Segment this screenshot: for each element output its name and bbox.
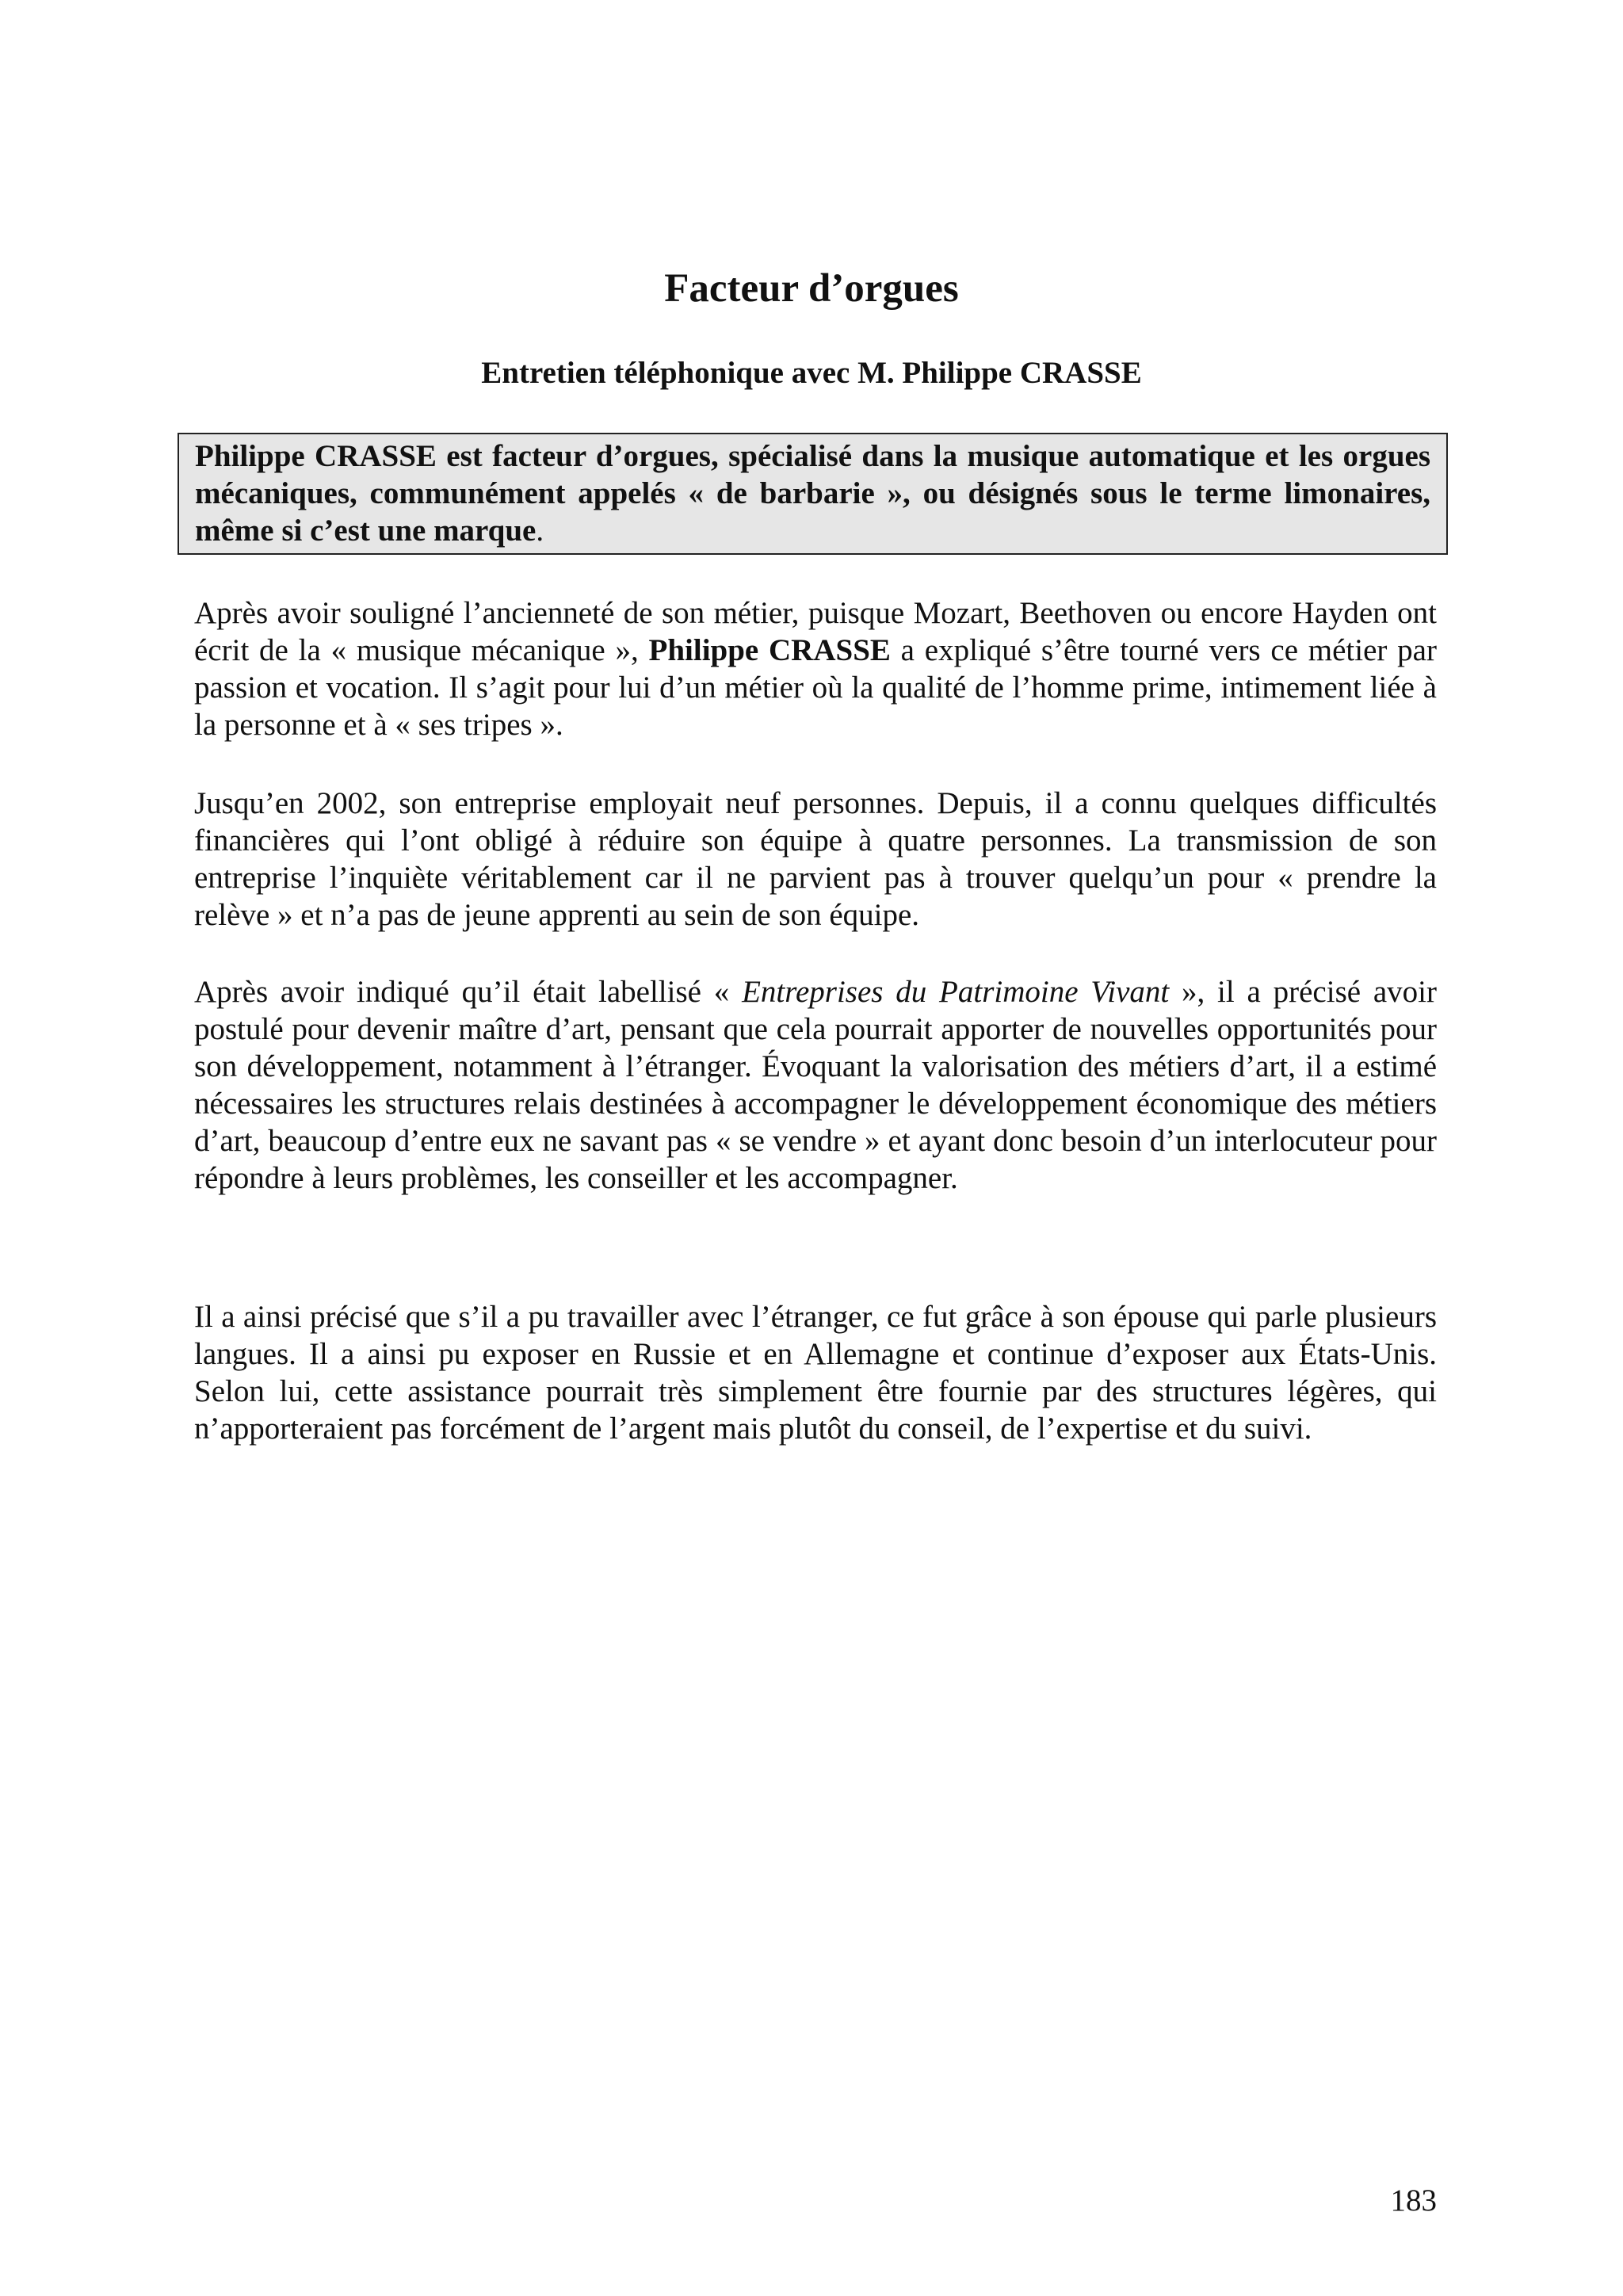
paragraph-3-italic-label: Entreprises du Patrimoine Vivant [742,975,1170,1009]
page-title: Facteur d’orgues [664,266,959,311]
summary-text [195,437,1430,549]
page-number: 183 [1390,2183,1437,2218]
paragraph-1 [194,594,1437,743]
paragraph-3-after: », il a précisé avoir postulé pour devenir maître d’art, pensant que cela pourrait apporter de nouvelles opportunités pour son développement, notamment à l’étranger. Évoquant la valorisation des métiers d’art, il a estimé nécessaires les structures relais destinées à accompagner le développement économique des métiers d’art, beaucoup d’entre eux ne savant pas « se vendre » et ayant donc besoin d’un interlocuteur pour répondre à leurs problèmes, les conseiller et les accompagner. [194,975,1437,1195]
paragraph-1-bold-name: Philippe CRASSE [648,633,891,667]
paragraph-2: Jusqu’en 2002, son entreprise employait neuf personnes. Depuis, il a connu quelques difficultés financières qui l’ont obligé à réduire son équipe à quatre personnes. La transmission de son entreprise l’inquiète véritablement car il ne parvient pas à trouver quelqu’un pour « prendre la relève » et n’a pas de jeune apprenti au sein de son équipe. [194,786,1437,932]
paragraph-1-after: a expliqué s’être tourné vers ce métier par passion et vocation. Il s’agit pour lui d’un métier où la qualité de l’homme prime, intimement liée à la personne et à « ses tripes ». [194,633,1437,742]
paragraph-3 [194,973,1437,1197]
paragraph-4: Il a ainsi précisé que s’il a pu travailler avec l’étranger, ce fut grâce à son épouse qui parle plusieurs langues. Il a ainsi pu exposer en Russie et en Allemagne et continue d’exposer aux États-Unis. Selon lui, cette assistance pourrait très simplement être fournie par des structures légères, qui n’apporteraient pas forcément de l’argent mais plutôt du conseil, de l’expertise et du suivi. [194,1300,1437,1446]
summary-box [178,433,1448,555]
paragraph-3-before: Après avoir indiqué qu’il était labellisé « [194,975,743,1009]
paragraph-1-before: Après avoir souligné l’ancienneté de son métier, puisque Mozart, Beethoven ou encore Hayden ont écrit de la « musique mécanique », [194,596,1437,667]
summary-bold-text: Philippe CRASSE est facteur d’orgues, spécialisé dans la musique automatique et les orgues mécaniques, communément appelés « de barbarie », ou désignés sous le terme limonaires, même si c’est une marque [195,439,1430,548]
summary-end-punctuation: . [536,514,544,548]
page-subtitle: Entretien téléphonique avec M. Philippe CRASSE [481,356,1142,390]
